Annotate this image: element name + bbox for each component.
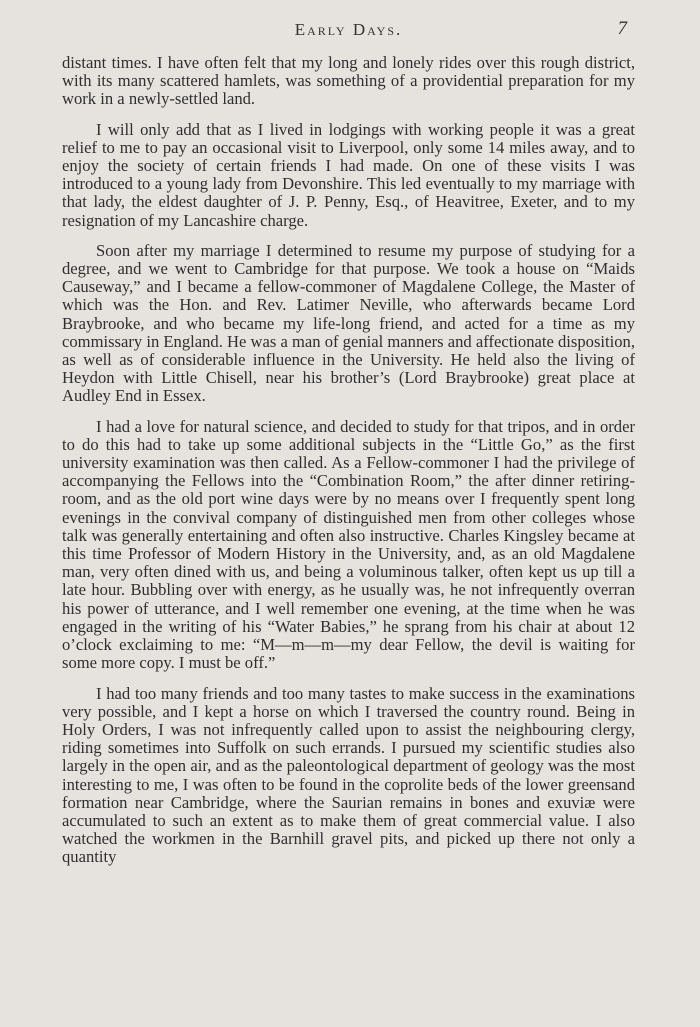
paragraph-natural-science: I had a love for natural science, and decided to study for that tripos, and in order to do this had to take up some additional subjects in the “Little Go,” as the first university examination was then called. As a Fellow-commoner I had the privilege of accompanying the Fellows into the “Combination Room,” the after dinner retiring-room, and as the old port wine days were by no means over I frequently spent long evenings in the convival company of distinguished men from other colleges whose talk was generally entertaining and often also instructive. Charles Kingsley became at this time Professor of Modern History in the University, and, as an old Magdalene man, very often dined with us, and being a voluminous talker, often kept us up till a late hour. Bubbling over with energy, as he usually was, he not infrequently overran his power of utterance, and I well remember one evening, at the time when he was engaged in the writing of his “Water Babies,” he sprang from his chair at about 12 o’clock exclaiming to me: “M—m—m—my dear Fellow, the devil is waiting for some more copy. I must be off.” bbox=[62, 416, 635, 673]
page-header bbox=[62, 16, 635, 50]
paragraph-liverpool-visits: I will only add that as I lived in lodgings with working people it was a great relief to me to pay an occasional visit to Liverpool, only some 14 miles away, and to enjoy the society of certain friends I had made. On one of these visits I was introduced to a young lady from Devonshire. This led eventually to my marriage with that lady, the eldest daughter of J. P. Penny, Esq., of Heavitree, Exeter, and to my resignation of my Lancashire charge. bbox=[62, 119, 635, 230]
paragraph-examinations: I had too many friends and too many tastes to make success in the examinations very possible, and I kept a horse on which I traversed the country round. Being in Holy Orders, I was not infrequently called upon to assist the neighbouring clergy, riding sometimes into Suffolk on such errands. I pursued my scientific studies also largely in the open air, and as the paleontological department of geology was the most interesting to me, I was often to be found in the coprolite beds of the lower greensand formation near Cambridge, where the Saurian remains in bones and exuviæ were accumulated to such an extent as to make them of great commercial value. I also watched the workmen in the Barnhill gravel pits, and picked up there not only a quantity bbox=[62, 683, 635, 867]
running-head: Early Days. bbox=[294, 20, 403, 39]
page-number: 7 bbox=[617, 18, 627, 39]
paragraph-cambridge: Soon after my marriage I determined to resume my purpose of studying for a degree, and we went to Cambridge for that purpose. We took a house on “Maids Causeway,” and I became a fellow-commoner of Magdalene College, the Master of which was the Hon. and Rev. Latimer Neville, who afterwards became Lord Braybrooke, and who became my life-long friend, and acted for a time as my commissary in England. He was a man of genial manners and affectionate disposition, as well as of considerable influence in the University. He held also the living of Heydon with Little Chisell, near his brother’s (Lord Braybrooke) great place at Audley End in Essex. bbox=[62, 240, 635, 406]
body-text bbox=[62, 54, 635, 867]
paragraph-continuation: distant times. I have often felt that my long and lonely rides over this rough district, with its many scattered hamlets, was something of a providential preparation for my work in a newly-settled land. bbox=[62, 53, 635, 109]
